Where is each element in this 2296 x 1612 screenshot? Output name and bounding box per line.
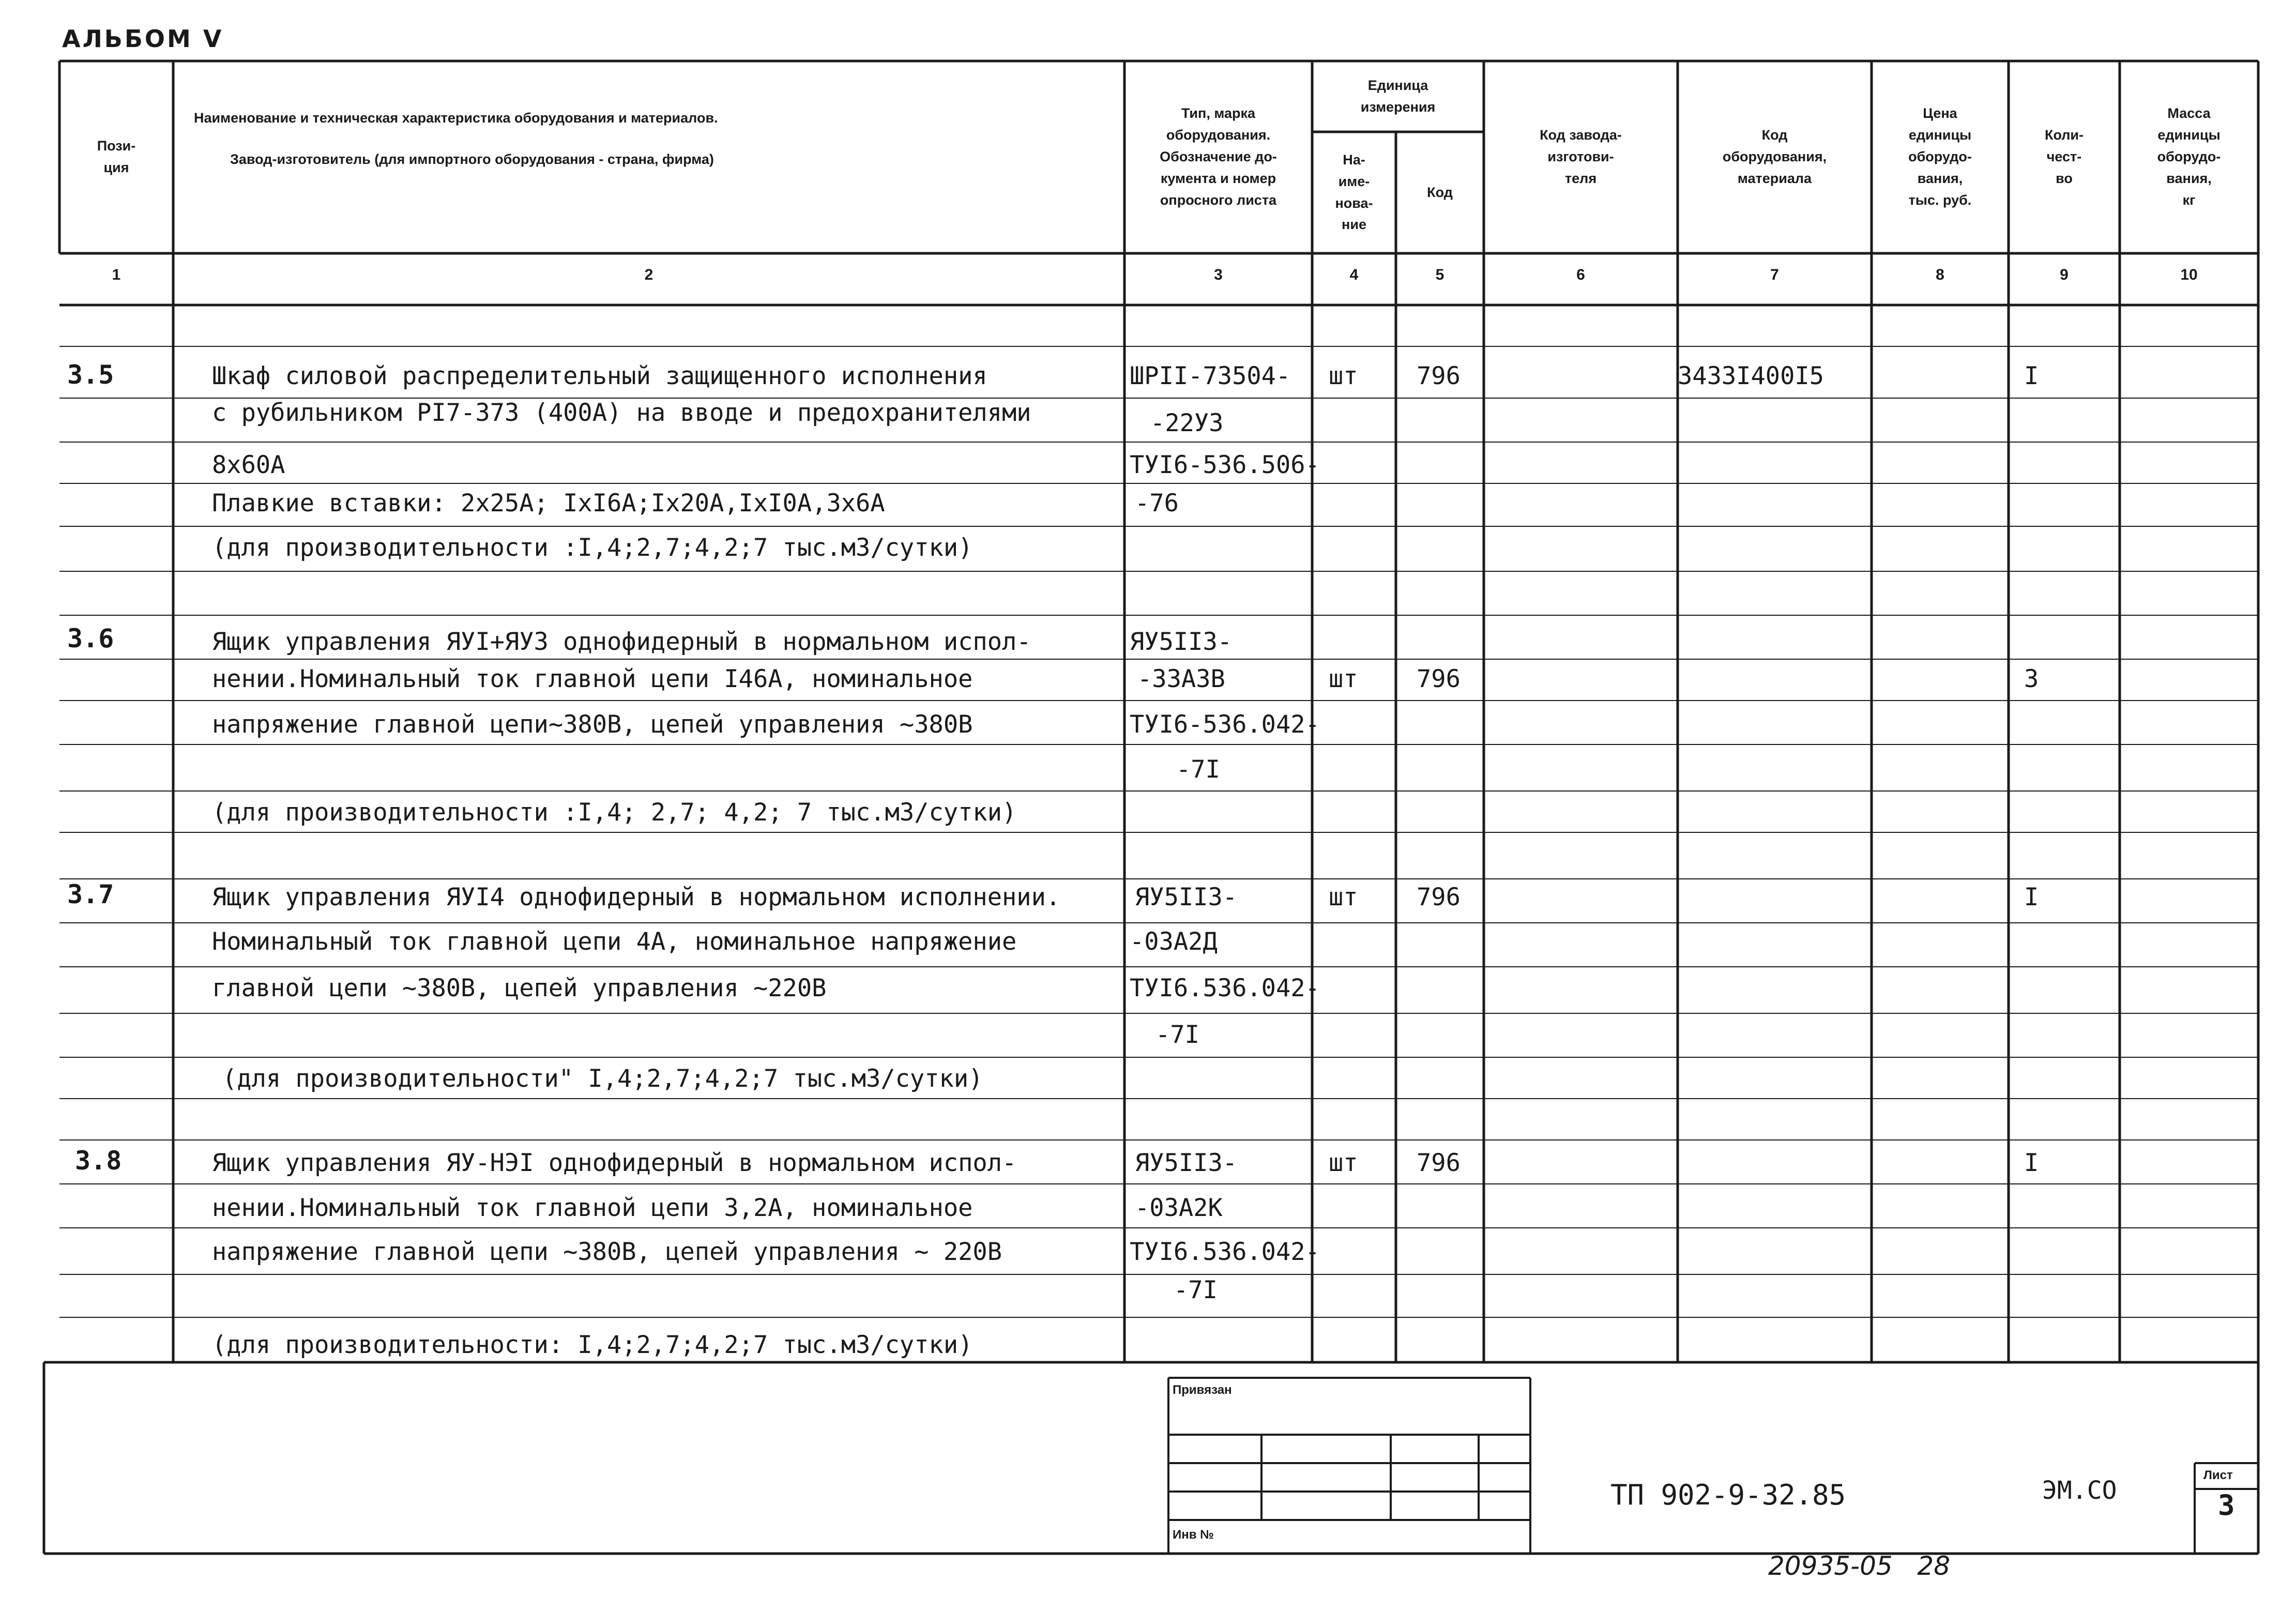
row-quantity: I xyxy=(2024,362,2039,390)
row-description: напряжение главной цепи~380В, цепей управления ~380В xyxy=(212,710,973,739)
row-unit: шт xyxy=(1329,883,1358,911)
row-type: ТУI6-536.506- xyxy=(1130,451,1320,479)
row-type: -7I xyxy=(1176,755,1220,784)
row-description: (для производительности: I,4;2,7;4,2;7 тыс.м3/сутки) xyxy=(212,1331,973,1359)
row-description: Номинальный ток главной цепи 4А, номинальное напряжение xyxy=(212,927,1017,956)
row-unit: шт xyxy=(1329,665,1358,693)
row-unit-code: 796 xyxy=(1417,883,1461,911)
header-name xyxy=(173,61,1124,253)
column-number: 9 xyxy=(2060,266,2069,283)
row-description: (для производительности :I,4; 2,7; 4,2; 7 тыс.м3/сутки) xyxy=(212,798,1017,827)
row-description: Плавкие вставки: 2х25А; IхI6А;Iх20А,IхI0А,3х6А xyxy=(212,489,885,518)
row-description: (для производительности :I,4;2,7;4,2;7 тыс.м3/сутки) xyxy=(212,534,973,562)
row-type: ЯУ5II3- xyxy=(1135,1149,1238,1177)
row-description: с рубильником PI7-373 (400А) на вводе и предохранителями xyxy=(212,399,1031,427)
row-position: 3.7 xyxy=(67,879,114,909)
row-description: Ящик управления ЯУ-НЭI однофидерный в нормальном испол- xyxy=(212,1149,1017,1177)
row-quantity: 3 xyxy=(2024,665,2039,693)
row-description: напряжение главной цепи ~380В, цепей управления ~ 220В xyxy=(212,1238,1002,1266)
header-unit-name: На- име- нова- ние xyxy=(1335,151,1373,233)
stamp-doc-code: ТП 902-9-32.85 xyxy=(1610,1479,1846,1511)
column-number: 4 xyxy=(1349,266,1359,283)
column-number: 2 xyxy=(644,266,653,283)
row-quantity: I xyxy=(2024,1149,2039,1177)
row-type: -22У3 xyxy=(1150,409,1224,437)
header-position: Пози- ция xyxy=(97,138,136,175)
row-description: нении.Номинальный ток главной цепи I46А, номинальное xyxy=(212,665,973,693)
row-unit: шт xyxy=(1329,1149,1358,1177)
row-position: 3.6 xyxy=(67,623,114,653)
row-type: -7I xyxy=(1155,1021,1199,1049)
header-equipment-code: Код оборудования, материала xyxy=(1722,127,1827,186)
header-quantity: Коли- чест- во xyxy=(2044,127,2084,186)
stamp-sheet-label: Лист xyxy=(2203,1468,2233,1482)
row-type: -33А3В xyxy=(1137,665,1225,693)
row-position: 3.5 xyxy=(67,360,114,390)
row-type: ЯУ5II3- xyxy=(1135,883,1238,911)
header-unit-group: Единица измерения xyxy=(1360,77,1436,115)
column-number: 1 xyxy=(112,266,121,283)
row-description: Шкаф силовой распределительный защищенного исполнения xyxy=(212,362,987,390)
row-unit-code: 796 xyxy=(1417,665,1461,693)
column-number: 7 xyxy=(1770,266,1779,283)
header-name-line1: Наименование и техническая характеристика оборудования и материалов. xyxy=(194,110,718,126)
row-type: -03А2К xyxy=(1135,1194,1223,1222)
footer-archive-number: 20935-05 28 xyxy=(1768,1551,1951,1581)
header-type: Тип, марка оборудования. Обозначение до- кумента и номер опросного листа xyxy=(1160,105,1277,208)
row-quantity: I xyxy=(2024,883,2039,911)
row-description: 8х60А xyxy=(212,451,285,479)
column-number: 5 xyxy=(1435,266,1444,283)
row-type: -03А2Д xyxy=(1130,927,1218,956)
row-description: Ящик управления ЯУI4 однофидерный в нормальном исполнении. xyxy=(212,883,1061,911)
album-label: АЛЬБОМ V xyxy=(62,25,224,53)
row-type: ТУI6-536.042- xyxy=(1130,710,1320,739)
row-description: главной цепи ~380В, цепей управления ~220В xyxy=(212,974,827,1002)
header-mass: Масса единицы оборудо- вания, кг xyxy=(2157,105,2221,208)
row-type: ТУI6.536.042- xyxy=(1130,974,1320,1002)
stamp-sheet-number: 3 xyxy=(2218,1489,2235,1522)
row-type: ЯУ5II3- xyxy=(1130,628,1233,656)
row-unit-code: 796 xyxy=(1417,1149,1461,1177)
header-name-line2: Завод-изготовитель (для импортного оборудования - страна, фирма) xyxy=(230,151,714,167)
stamp-inv-no: Инв № xyxy=(1173,1528,1214,1542)
row-type: ТУI6.536.042- xyxy=(1130,1238,1320,1266)
row-type: ШРII-73504- xyxy=(1130,362,1291,390)
header-price: Цена единицы оборудо- вания, тыс. руб. xyxy=(1908,105,1972,208)
row-description: нении.Номинальный ток главной цепи 3,2А, номинальное xyxy=(212,1194,973,1222)
row-type: -7I xyxy=(1174,1276,1218,1304)
column-number: 8 xyxy=(1936,266,1944,283)
row-description: Ящик управления ЯУI+ЯУ3 однофидерный в нормальном испол- xyxy=(212,628,1031,656)
column-number: 10 xyxy=(2180,266,2198,283)
header-unit-code: Код xyxy=(1427,184,1453,200)
column-number: 6 xyxy=(1576,266,1585,283)
row-unit-code: 796 xyxy=(1417,362,1461,390)
stamp-section: ЭМ.СО xyxy=(2042,1476,2117,1505)
column-number: 3 xyxy=(1214,266,1223,283)
stamp-privyazan: Привязан xyxy=(1173,1383,1232,1397)
row-type: -76 xyxy=(1135,489,1179,518)
row-unit: шт xyxy=(1329,362,1358,390)
row-position: 3.8 xyxy=(75,1146,122,1176)
header-manufacturer-code: Код завода- изготови- теля xyxy=(1540,127,1622,186)
row-equipment-code: 3433I400I5 xyxy=(1678,362,1824,390)
row-description: (для производительности" I,4;2,7;4,2;7 тыс.м3/сутки) xyxy=(222,1064,983,1093)
